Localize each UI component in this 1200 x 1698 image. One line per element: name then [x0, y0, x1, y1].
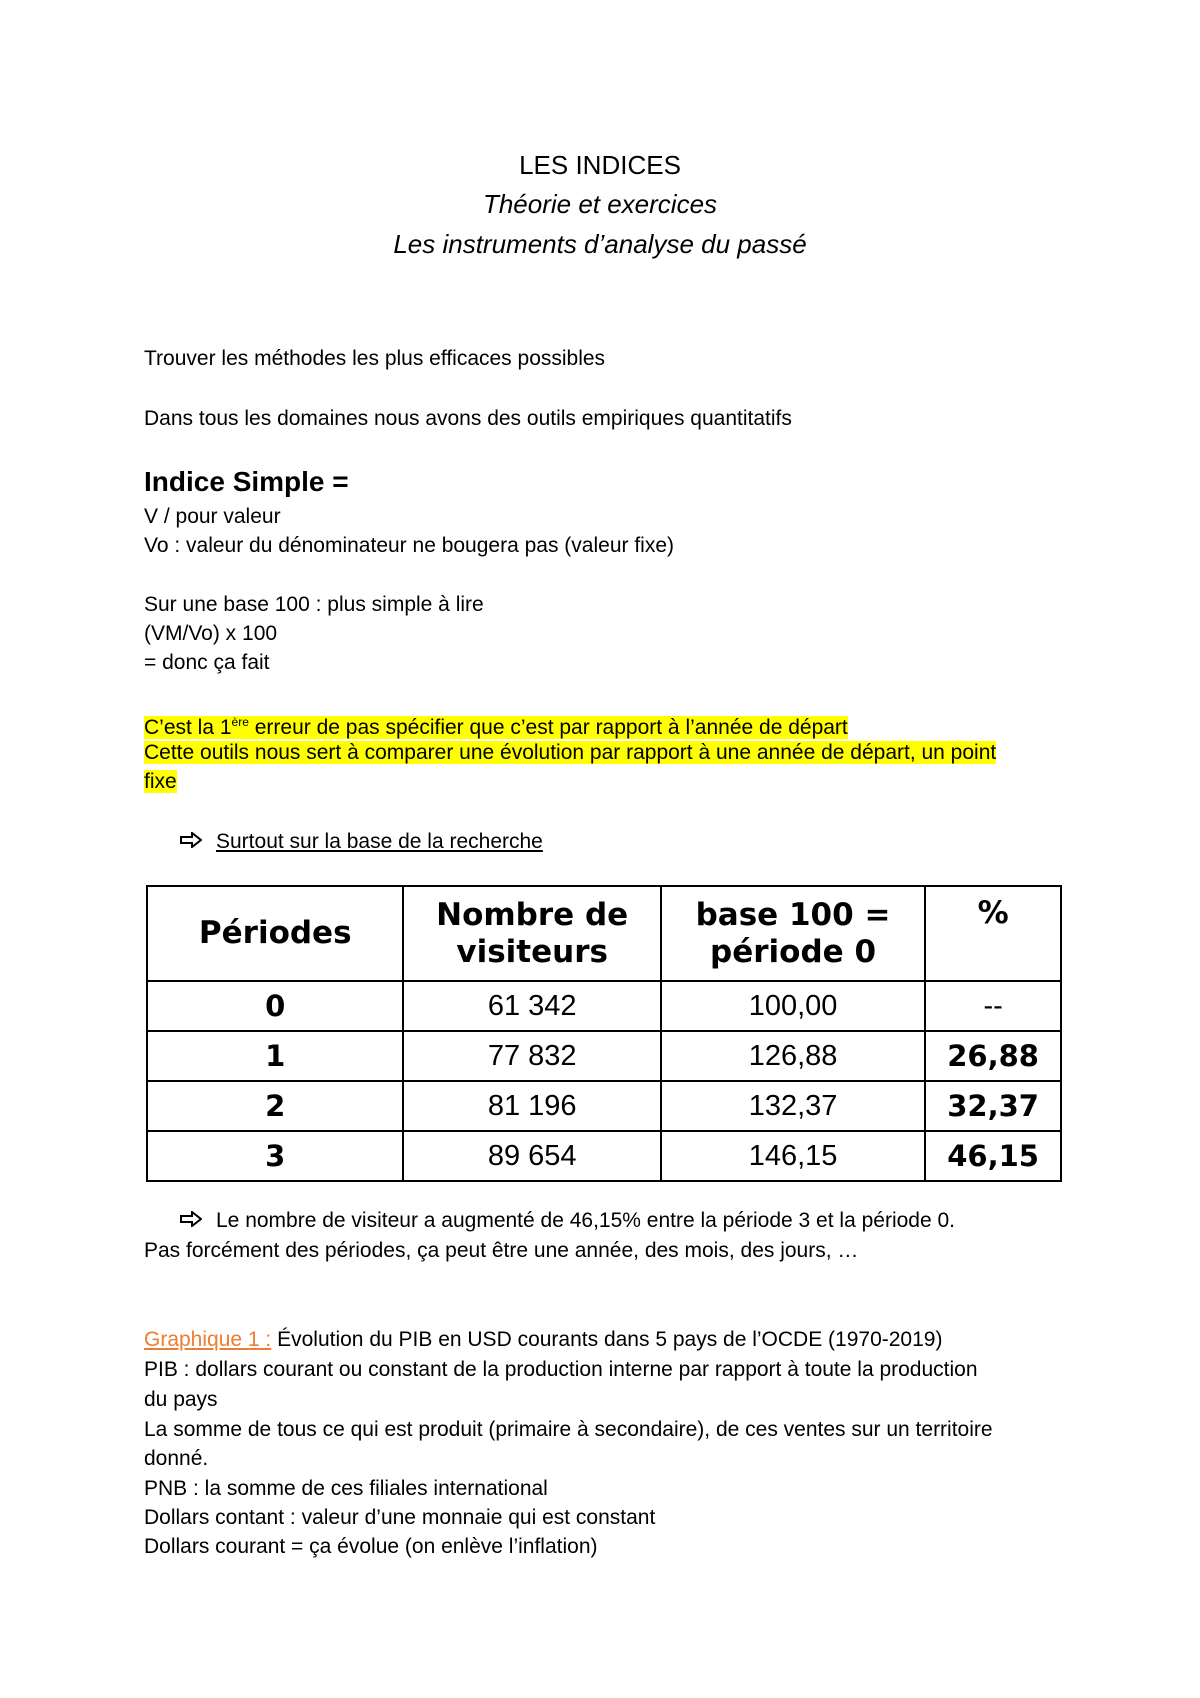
indice-line-3: Sur une base 100 : plus simple à lire: [144, 593, 484, 616]
graphique-line: PIB : dollars courant ou constant de la production interne par rapport à toute la production: [144, 1358, 978, 1381]
cell-percent: 26,88: [925, 1031, 1061, 1081]
graphique-line: PNB : la somme de ces filiales international: [144, 1477, 548, 1500]
right-arrow-icon: [180, 1206, 202, 1235]
cell-base-100: 146,15: [661, 1131, 925, 1181]
arrow-note-2-text: Le nombre de visiteur a augmenté de 46,15% entre la période 3 et la période 0.: [216, 1209, 955, 1232]
visitors-index-table: [146, 885, 1062, 1182]
arrow-note-1-text: Surtout sur la base de la recherche: [216, 830, 543, 853]
graphique-label: Graphique 1 :: [144, 1328, 272, 1351]
cell-periode: 3: [147, 1131, 403, 1181]
column-header-periodes: Périodes: [147, 886, 403, 981]
document-subtitle: Théorie et exercices: [482, 189, 718, 219]
arrow-note-2: [180, 1206, 955, 1235]
graphique-line: La somme de tous ce qui est produit (primaire à secondaire), de ces ventes sur un territoire: [144, 1418, 993, 1441]
section-heading-indice-simple: Indice Simple =: [144, 466, 349, 497]
graphique-line: du pays: [144, 1388, 218, 1411]
cell-base-100: 100,00: [661, 981, 925, 1031]
table-row: [147, 1031, 1061, 1081]
table-row: [147, 1081, 1061, 1131]
cell-periode: 0: [147, 981, 403, 1031]
cell-visiteurs: 61 342: [403, 981, 660, 1031]
highlight-line-1-pre: C’est la 1: [144, 716, 232, 739]
highlight-line-2-text: Cette outils nous sert à comparer une évolution par rapport à une année de départ, un point: [144, 741, 997, 764]
table-row: [147, 981, 1061, 1031]
highlight-line-1-post: erreur de pas spécifier que c’est par rapport à l’année de départ: [248, 716, 848, 739]
graphique-title: Évolution du PIB en USD courants dans 5 pays de l’OCDE (1970-2019): [271, 1328, 943, 1351]
cell-percent: --: [925, 981, 1061, 1031]
graphique-line: donné.: [144, 1447, 209, 1470]
cell-visiteurs: 77 832: [403, 1031, 660, 1081]
indice-line-4: (VM/Vo) x 100: [144, 622, 278, 645]
indice-line-5: = donc ça fait: [144, 651, 270, 674]
highlight-line-3: [144, 767, 177, 796]
table-header-row: [147, 886, 1061, 981]
cell-base-100: 126,88: [661, 1031, 925, 1081]
graphique-line: Dollars contant : valeur d’une monnaie qui est constant: [144, 1506, 656, 1529]
cell-visiteurs: 89 654: [403, 1131, 660, 1181]
graphique-line: Dollars courant = ça évolue (on enlève l’inflation): [144, 1535, 598, 1558]
cell-base-100: 132,37: [661, 1081, 925, 1131]
highlight-line-3-text: fixe: [144, 770, 177, 793]
highlight-line-2: [144, 738, 996, 767]
document-subtitle-2: Les instruments d’analyse du passé: [393, 229, 807, 259]
right-arrow-icon: [180, 827, 202, 856]
column-header-nombre-visiteurs: Nombre de visiteurs: [403, 886, 660, 981]
intro-line-2: Dans tous les domaines nous avons des outils empiriques quantitatifs: [144, 407, 792, 430]
indice-line-2: Vo : valeur du dénominateur ne bougera pas (valeur fixe): [144, 534, 674, 557]
highlight-superscript: ère: [231, 715, 249, 729]
arrow-note-1: [180, 827, 543, 856]
graphique-caption: [144, 1325, 942, 1354]
indice-line-1: V / pour valeur: [144, 505, 281, 528]
intro-line-1: Trouver les méthodes les plus efficaces possibles: [144, 347, 606, 370]
cell-visiteurs: 81 196: [403, 1081, 660, 1131]
table-row: [147, 1131, 1061, 1181]
conclusion-line-2: Pas forcément des périodes, ça peut être une année, des mois, des jours, …: [144, 1239, 859, 1262]
cell-percent: 46,15: [925, 1131, 1061, 1181]
highlight-line-1: [144, 708, 848, 742]
cell-percent: 32,37: [925, 1081, 1061, 1131]
document-title: LES INDICES: [519, 150, 681, 180]
column-header-base-100: base 100 = période 0: [661, 886, 925, 981]
column-header-percent: %: [925, 886, 1061, 981]
cell-periode: 2: [147, 1081, 403, 1131]
cell-periode: 1: [147, 1031, 403, 1081]
